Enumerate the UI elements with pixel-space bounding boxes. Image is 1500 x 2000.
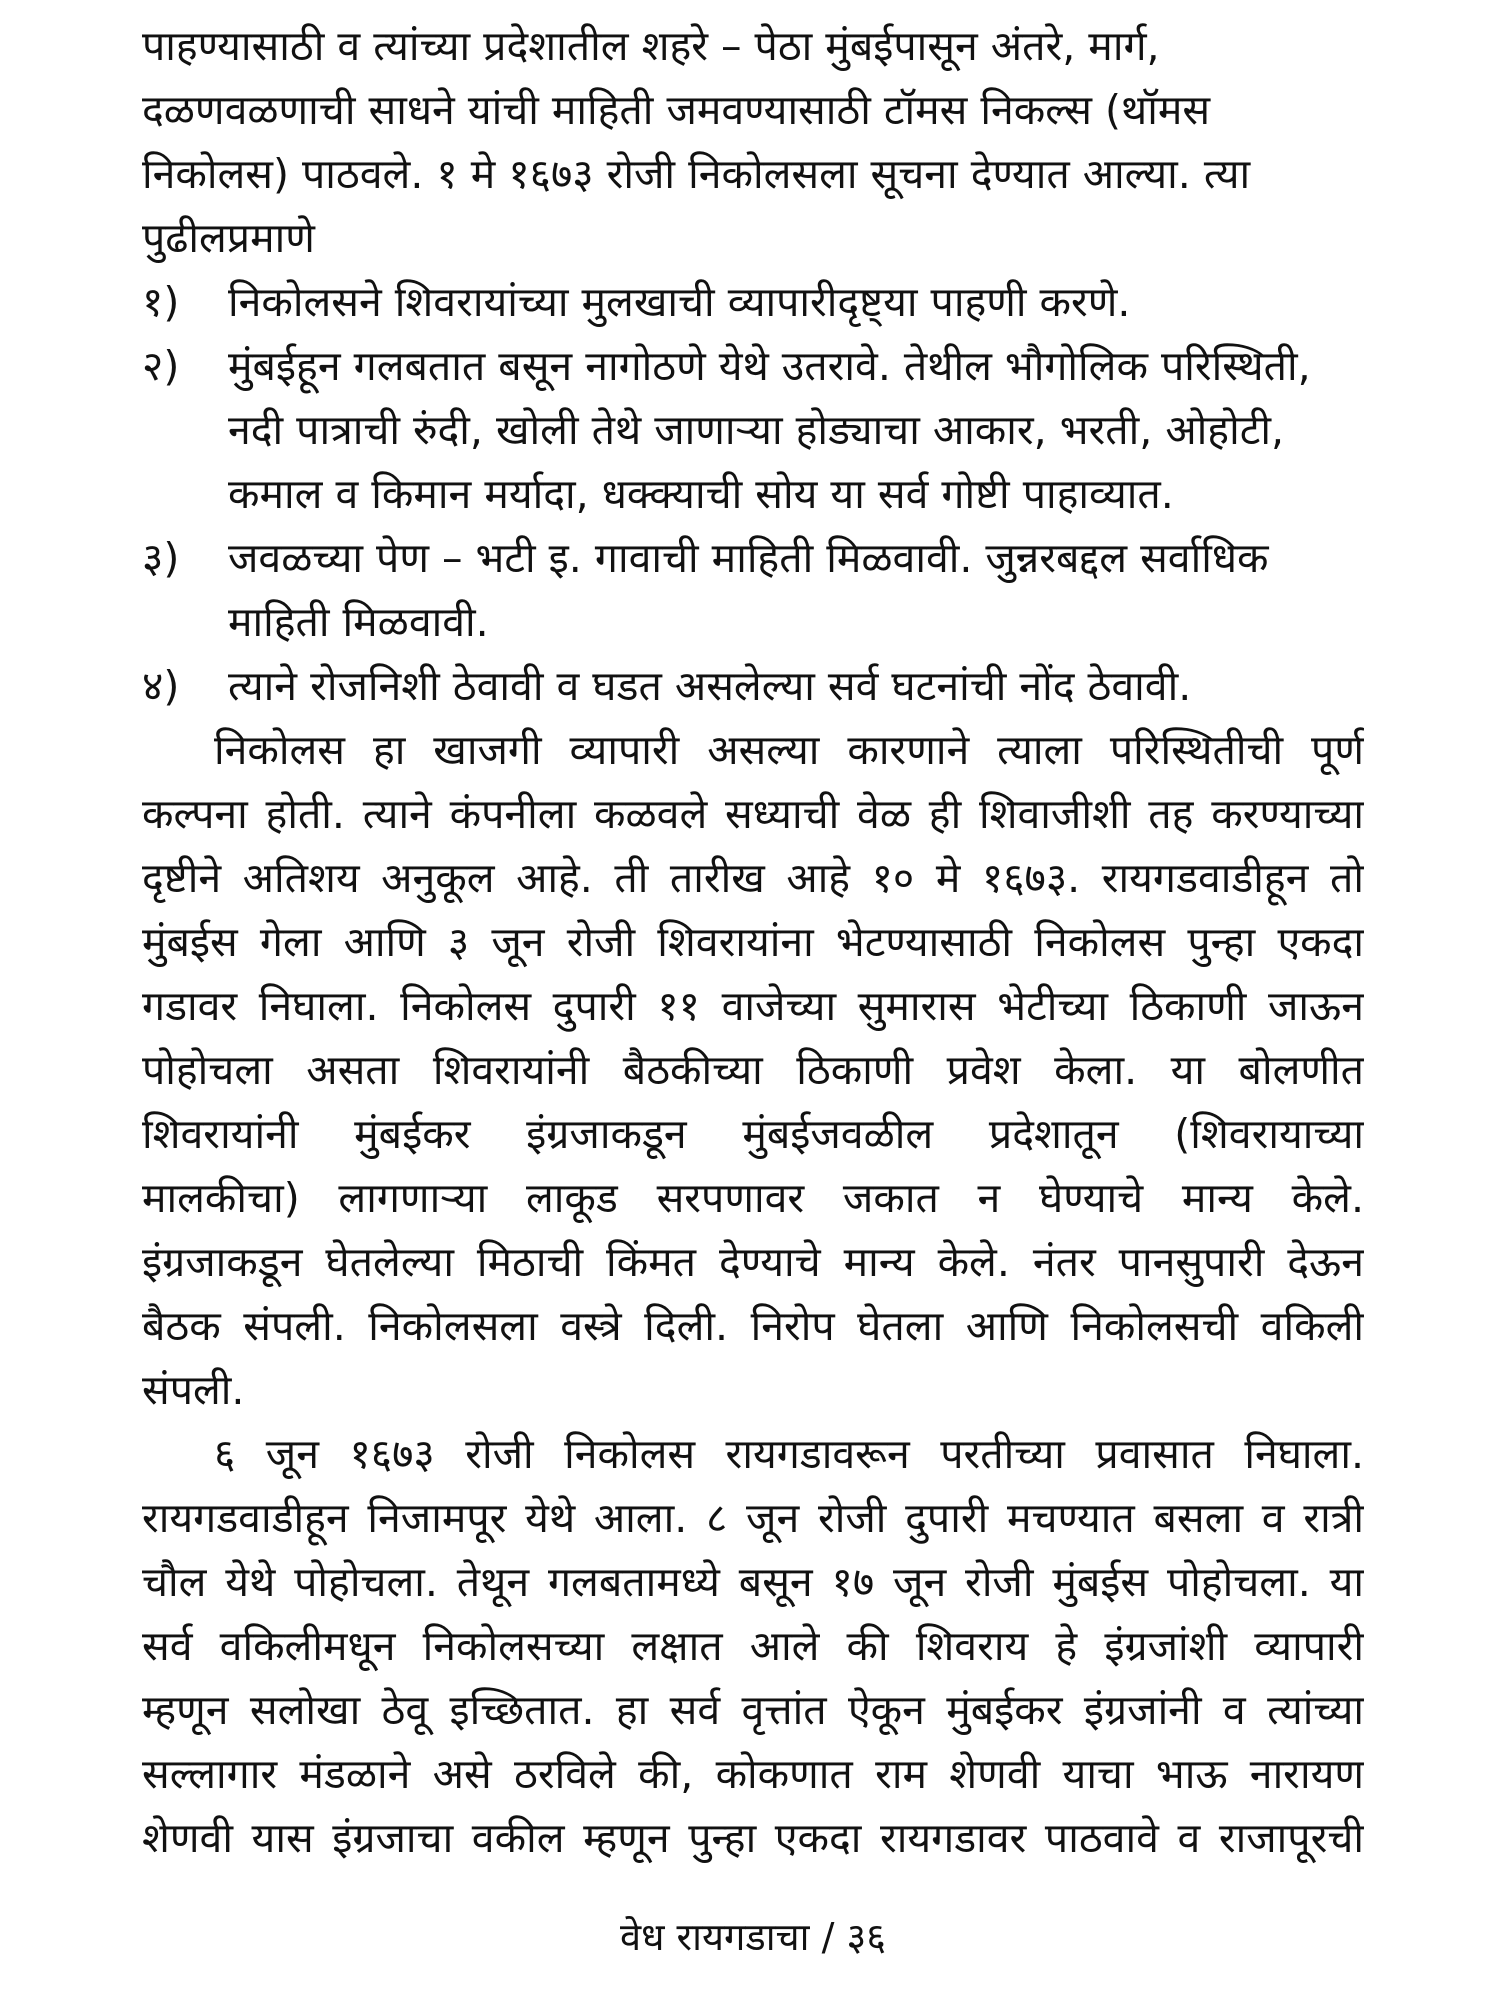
list-text	[228, 334, 1364, 526]
text-line: इंग्रजाकडून घेतलेल्या मिठाची किंमत देण्याचे मान्य केले. नंतर पानसुपारी देऊन	[142, 1238, 1364, 1286]
intro-paragraph	[142, 14, 1364, 270]
list-text	[228, 654, 1364, 718]
text-line: कमाल व किमान मर्यादा, धक्क्याची सोय या सर्व गोष्टी पाहाव्यात.	[228, 470, 1174, 518]
list-number: ३)	[142, 534, 180, 582]
text-line: त्याने रोजनिशी ठेवावी व घडत असलेल्या सर्व घटनांची नोंद ठेवावी.	[228, 662, 1192, 710]
list-text	[228, 526, 1364, 654]
text-line: निकोलस) पाठवले. १ मे १६७३ रोजी निकोलसला सूचना देण्यात आल्या. त्या	[142, 150, 1251, 198]
list-item	[142, 654, 1364, 718]
list-item	[142, 334, 1364, 526]
text-line: शिवरायांनी मुंबईकर इंग्रजाकडून मुंबईजवळील प्रदेशातून (शिवरायाच्या	[142, 1110, 1364, 1158]
list-text	[228, 270, 1364, 334]
text-line: सल्लागार मंडळाने असे ठरविले की, कोकणात राम शेणवी याचा भाऊ नारायण	[142, 1750, 1364, 1798]
text-line: जवळच्या पेण – भटी इ. गावाची माहिती मिळवावी. जुन्नरबद्दल सर्वाधिक	[228, 534, 1269, 582]
text-line: रायगडवाडीहून निजामपूर येथे आला. ८ जून रोजी दुपारी मचण्यात बसला व रात्री	[142, 1494, 1364, 1542]
list-number: १)	[142, 278, 180, 326]
body-paragraph-1	[142, 718, 1364, 1422]
text-line: पाहण्यासाठी व त्यांच्या प्रदेशातील शहरे – पेठा मुंबईपासून अंतरे, मार्ग,	[142, 22, 1160, 70]
text-line: म्हणून सलोखा ठेवू इच्छितात. हा सर्व वृत्तांत ऐकून मुंबईकर इंग्रजांनी व त्यांच्या	[142, 1686, 1364, 1734]
text-line: गडावर निघाला. निकोलस दुपारी ११ वाजेच्या सुमारास भेटीच्या ठिकाणी जाऊन	[142, 982, 1364, 1030]
body-paragraph-2	[142, 1422, 1364, 1870]
text-line: मुंबईस गेला आणि ३ जून रोजी शिवरायांना भेटण्यासाठी निकोलस पुन्हा एकदा	[142, 918, 1364, 966]
text-line: ६ जून १६७३ रोजी निकोलस रायगडावरून परतीच्या प्रवासात निघाला.	[214, 1430, 1364, 1478]
list-item	[142, 526, 1364, 654]
text-line: पोहोचला असता शिवरायांनी बैठकीच्या ठिकाणी प्रवेश केला. या बोलणीत	[142, 1046, 1364, 1094]
text-line: मालकीचा) लागणाऱ्या लाकूड सरपणावर जकात न घेण्याचे मान्य केले.	[142, 1174, 1364, 1222]
document-page	[142, 14, 1364, 1986]
text-line: सर्व वकिलीमधून निकोलसच्या लक्षात आले की शिवराय हे इंग्रजांशी व्यापारी	[142, 1622, 1364, 1670]
text-line: नदी पात्राची रुंदी, खोली तेथे जाणाऱ्या होड्याचा आकार, भरती, ओहोटी,	[228, 406, 1285, 454]
text-line: दृष्टीने अतिशय अनुकूल आहे. ती तारीख आहे १० मे १६७३. रायगडवाडीहून तो	[142, 854, 1364, 902]
text-line: कल्पना होती. त्याने कंपनीला कळवले सध्याची वेळ ही शिवाजीशी तह करण्याच्या	[142, 790, 1364, 838]
text-line: संपली.	[142, 1366, 245, 1414]
page-footer: वेध रायगडाचा / ३६	[619, 1915, 887, 1959]
text-line: निकोलसने शिवरायांच्या मुलखाची व्यापारीदृष्ट्या पाहणी करणे.	[228, 278, 1131, 326]
text-line: निकोलस हा खाजगी व्यापारी असल्या कारणाने त्याला परिस्थितीची पूर्ण	[214, 726, 1364, 774]
list-item	[142, 270, 1364, 334]
list-number: २)	[142, 342, 180, 390]
text-line: माहिती मिळवावी.	[228, 598, 489, 646]
text-line: बैठक संपली. निकोलसला वस्त्रे दिली. निरोप घेतला आणि निकोलसची वकिली	[142, 1302, 1364, 1350]
text-line: चौल येथे पोहोचला. तेथून गलबतामध्ये बसून १७ जून रोजी मुंबईस पोहोचला. या	[142, 1558, 1364, 1606]
text-line: दळणवळणाची साधने यांची माहिती जमवण्यासाठी टॉमस निकल्स (थॉमस	[142, 86, 1211, 134]
list-number: ४)	[142, 662, 180, 710]
text-line: शेणवी यास इंग्रजाचा वकील म्हणून पुन्हा एकदा रायगडावर पाठवावे व राजापूरची	[142, 1814, 1364, 1862]
text-line: पुढीलप्रमाणे	[142, 214, 315, 262]
text-line: मुंबईहून गलबतात बसून नागोठणे येथे उतरावे. तेथील भौगोलिक परिस्थिती,	[228, 342, 1311, 390]
